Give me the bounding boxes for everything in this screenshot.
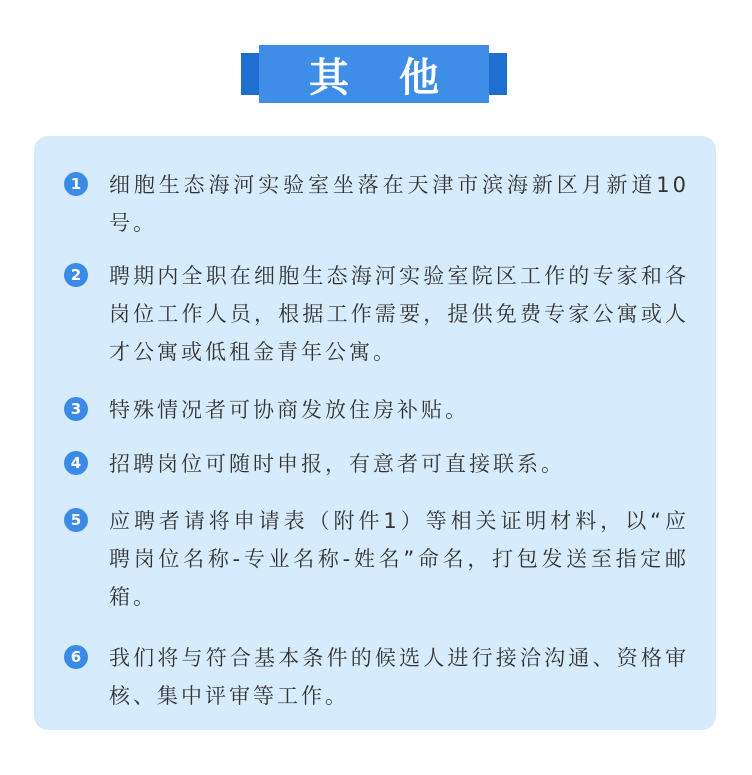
item-text: 特殊情况者可协商发放住房补贴。 (109, 398, 469, 422)
number-badge: 1 (64, 172, 88, 196)
item-text: 应聘者请将申请表（附件1）等相关证明材料，以“应聘岗位名称-专业名称-姓名”命名，打包发送至指定邮箱。 (109, 509, 689, 609)
number-badge: 6 (64, 645, 88, 669)
number-badge: 3 (64, 397, 88, 421)
header-accent-left (241, 53, 259, 95)
number-badge: 5 (64, 508, 88, 532)
info-card (34, 136, 716, 730)
item-text: 聘期内全职在细胞生态海河实验室院区工作的专家和各岗位工作人员，根据工作需要，提供免费专家公寓或人才公寓或低租金青年公寓。 (109, 264, 689, 364)
number-badge: 4 (64, 451, 88, 475)
item-text: 招聘岗位可随时申报，有意者可直接联系。 (109, 452, 565, 476)
header-accent-right (489, 53, 507, 95)
section-title: 其 他 (259, 45, 489, 103)
item-text: 细胞生态海河实验室坐落在天津市滨海新区月新道10号。 (109, 173, 689, 235)
section-header (241, 45, 507, 103)
item-text: 我们将与符合基本条件的候选人进行接洽沟通、资格审核、集中评审等工作。 (109, 646, 689, 708)
number-badge: 2 (64, 263, 88, 287)
